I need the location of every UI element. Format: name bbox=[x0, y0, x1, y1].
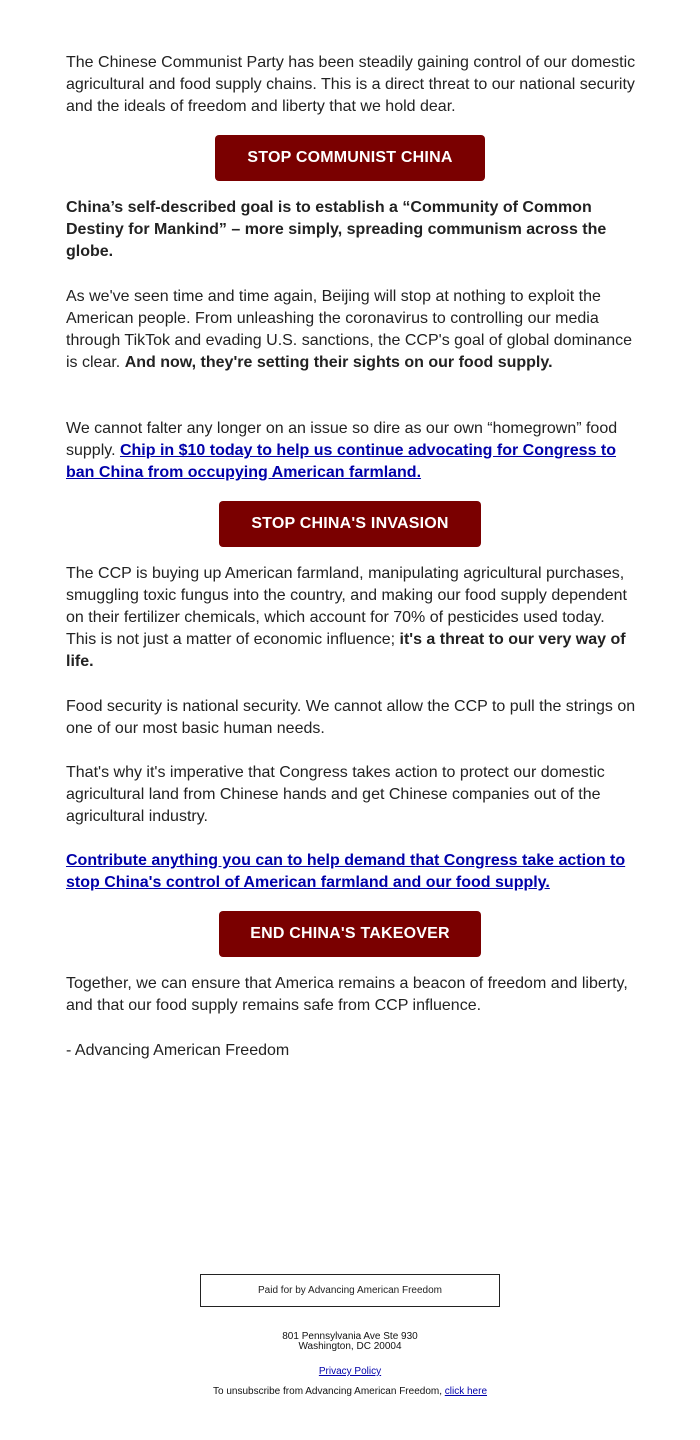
congress-paragraph bbox=[66, 762, 636, 828]
congress-text: That's why it's imperative that Congress takes action to protect our domestic agricultural land from Chinese hands and get Chinese companies out of the agricultural industry. bbox=[66, 764, 605, 825]
together-text: Together, we can ensure that America remains a beacon of freedom and liberty, and that our food supply remains safe from CCP influence. bbox=[66, 975, 628, 1014]
together-paragraph bbox=[66, 973, 636, 1017]
goal-paragraph bbox=[66, 197, 636, 263]
security-text: Food security is national security. We cannot allow the CCP to pull the strings on one of our most basic human needs. bbox=[66, 698, 636, 737]
unsubscribe-link[interactable]: click here bbox=[444, 1386, 488, 1397]
unsubscribe-row bbox=[0, 1386, 700, 1397]
ccp-bold-text: it's a threat to our very way of life. bbox=[66, 631, 626, 670]
intro-paragraph bbox=[66, 52, 636, 118]
falter-text: We cannot falter any longer on an issue so dire as our own “homegrown” food supply. bbox=[66, 420, 618, 459]
signoff-text: - Advancing American Freedom bbox=[66, 1042, 290, 1059]
contribute-paragraph bbox=[66, 850, 636, 894]
goal-text: China’s self-described goal is to establish a “Community of Common Destiny for Mankind” – more simply, spreading communism across the globe. bbox=[66, 199, 607, 260]
beijing-paragraph bbox=[66, 286, 636, 374]
beijing-bold-text: And now, they're setting their sights on our food supply. bbox=[124, 354, 553, 371]
stop-chinas-invasion-button[interactable]: STOP CHINA'S INVASION bbox=[219, 501, 481, 547]
beijing-text: As we've seen time and time again, Beijing will stop at nothing to exploit the American people. From unleashing the coronavirus to controlling our media through TikTok and evading U.S. sanctions, the CCP's goal of global dominance is clear. bbox=[66, 288, 633, 371]
end-chinas-takeover-button[interactable]: END CHINA'S TAKEOVER bbox=[219, 911, 481, 957]
paid-for-box bbox=[200, 1274, 500, 1307]
unsubscribe-text: To unsubscribe from Advancing American Freedom, bbox=[212, 1386, 442, 1397]
falter-paragraph bbox=[66, 418, 636, 484]
chip-in-link[interactable]: Chip in $10 today to help us continue advocating for Congress to ban China from occupying American farmland. bbox=[66, 442, 617, 481]
ccp-paragraph bbox=[66, 563, 636, 673]
stop-communist-china-button[interactable]: STOP COMMUNIST CHINA bbox=[215, 135, 485, 181]
signoff bbox=[66, 1040, 636, 1062]
contribute-link[interactable]: Contribute anything you can to help demand that Congress take action to stop China's control of American farmland and our food supply. bbox=[66, 852, 626, 891]
intro-text: The Chinese Communist Party has been steadily gaining control of our domestic agricultural and food supply chains. This is a direct threat to our national security and the ideals of freedom and liberty that we hold dear. bbox=[66, 54, 636, 115]
paid-for-text: Paid for by Advancing American Freedom bbox=[258, 1285, 442, 1296]
address-line-1: 801 Pennsylvania Ave Ste 930 bbox=[282, 1331, 418, 1342]
ccp-text: The CCP is buying up American farmland, manipulating agricultural purchases, smuggling toxic fungus into the country, and making our food supply dependent on their fertilizer chemicals, which account for 70% of pesticides used today. This is not just a matter of economic influence; bbox=[66, 565, 627, 648]
privacy-policy-row bbox=[0, 1366, 700, 1377]
security-paragraph bbox=[66, 696, 636, 740]
address-line-2: Washington, DC 20004 bbox=[298, 1341, 402, 1352]
privacy-policy-link[interactable]: Privacy Policy bbox=[318, 1366, 382, 1377]
